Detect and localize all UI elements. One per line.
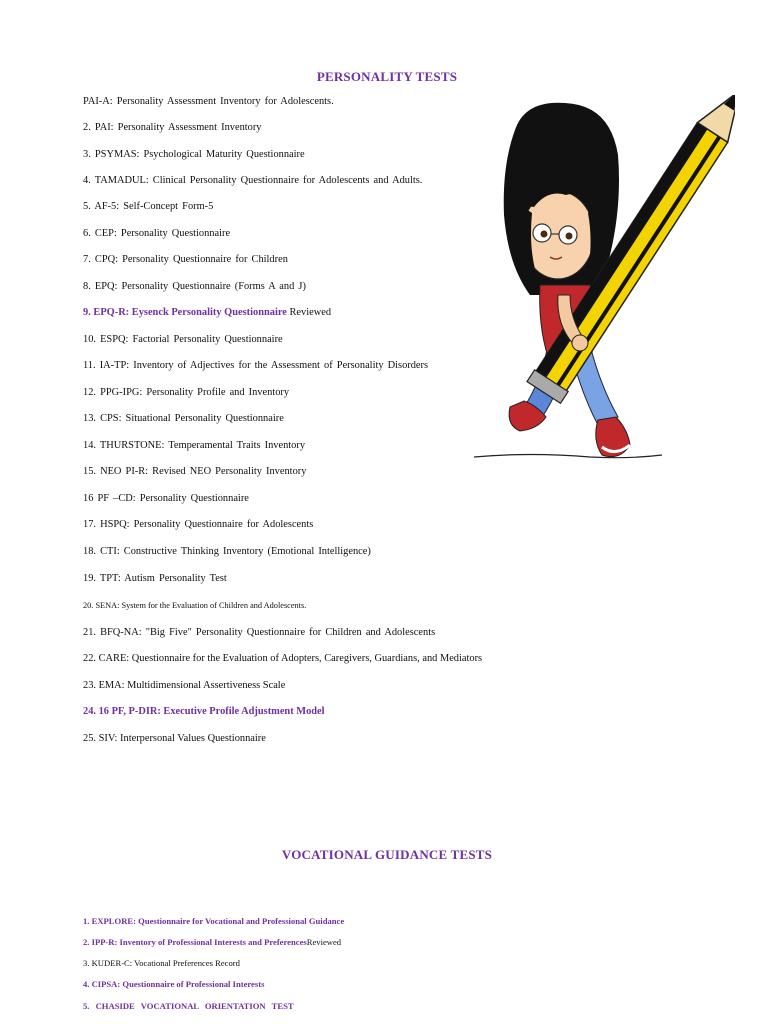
girl-carrying-pencil-cartoon-icon xyxy=(470,95,735,470)
list-item: 25. SIV: Interpersonal Values Questionnaire xyxy=(83,733,266,744)
list-item: 10. ESPQ: Factorial Personality Questionnaire xyxy=(83,334,283,345)
list-item: 16 PF –CD: Personality Questionnaire xyxy=(83,493,249,504)
list-item: 2. IPP-R: Inventory of Professional Interests and PreferencesReviewed xyxy=(83,937,342,947)
list-item: 21. BFQ-NA: "Big Five" Personality Questionnaire for Children and Adolescents xyxy=(83,627,436,638)
list-item: 15. NEO PI-R: Revised NEO Personality Inventory xyxy=(83,466,307,477)
list-item: 3. KUDER-C: Vocational Preferences Record xyxy=(83,958,240,968)
highlighted-test-name: 4. CIPSA: Questionnaire of Professional Interests xyxy=(83,979,265,989)
list-item: 8. EPQ: Personality Questionnaire (Forms A and J) xyxy=(83,281,306,292)
list-item: 5. AF-5: Self-Concept Form-5 xyxy=(83,201,214,212)
list-item: 6. CEP: Personality Questionnaire xyxy=(83,228,231,239)
list-item xyxy=(83,979,264,990)
list-item: 3. PSYMAS: Psychological Maturity Questionnaire xyxy=(83,149,305,160)
highlighted-test-name: 1. EXPLORE: Questionnaire for Vocational and Professional Guidance xyxy=(83,916,345,926)
personality-tests-title: PERSONALITY TESTS xyxy=(316,69,458,84)
list-item: 14. THURSTONE: Temperamental Traits Inventory xyxy=(83,440,306,451)
list-item: 17. HSPQ: Personality Questionnaire for Adolescents xyxy=(83,519,314,530)
list-item: 4. TAMADUL: Clinical Personality Questionnaire for Adolescents and Adults. xyxy=(83,175,423,186)
highlighted-test-name: 5. CHASIDE VOCATIONAL ORIENTATION TEST xyxy=(83,1001,294,1011)
list-item: 9. EPQ-R: Eysenck Personality Questionnaire Reviewed xyxy=(83,307,332,318)
list-item: 2. PAI: Personality Assessment Inventory xyxy=(83,122,262,133)
list-item: 12. PPG-IPG: Personality Profile and Inventory xyxy=(83,387,290,398)
list-item: 11. IA-TP: Inventory of Adjectives for the Assessment of Personality Disorders xyxy=(83,360,429,371)
list-item: 23. EMA: Multidimensional Assertiveness Scale xyxy=(83,680,286,691)
list-item: 18. CTI: Constructive Thinking Inventory (Emotional Intelligence) xyxy=(83,546,371,557)
list-item xyxy=(83,1001,294,1012)
list-item: 7. CPQ: Personality Questionnaire for Children xyxy=(83,254,288,265)
highlighted-test-name: 2. IPP-R: Inventory of Professional Interests and Preferences xyxy=(83,937,307,947)
list-item: 22. CARE: Questionnaire for the Evaluation of Adopters, Caregivers, Guardians, and Mediators xyxy=(83,653,483,664)
list-item: 19. TPT: Autism Personality Test xyxy=(83,573,227,584)
highlighted-test-name: 24. 16 PF, P-DIR: Executive Profile Adjustment Model xyxy=(83,706,325,717)
list-item: PAI-A: Personality Assessment Inventory for Adolescents. xyxy=(83,96,334,107)
list-item: 13. CPS: Situational Personality Questionnaire xyxy=(83,413,284,424)
highlighted-test-name: 9. EPQ-R: Eysenck Personality Questionnaire xyxy=(83,307,287,318)
list-item xyxy=(83,916,344,927)
list-item: 20. SENA: System for the Evaluation of Children and Adolescents. xyxy=(83,601,307,610)
vocational-tests-title: VOCATIONAL GUIDANCE TESTS xyxy=(281,847,493,862)
list-item xyxy=(83,706,325,718)
